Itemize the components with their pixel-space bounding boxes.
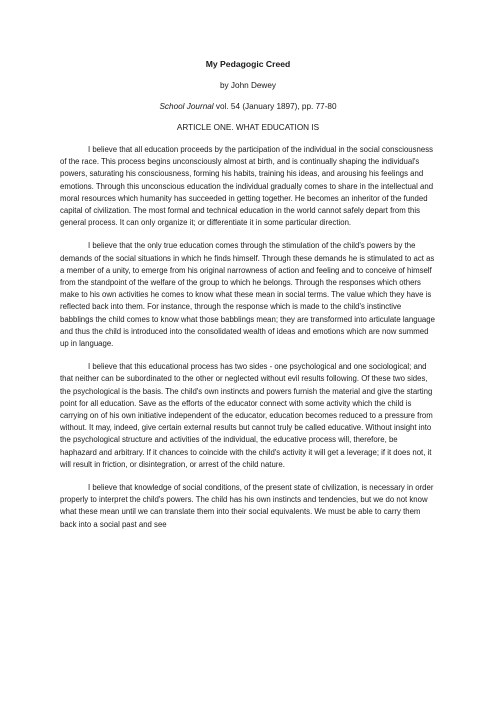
document-title: My Pedagogic Creed (205, 59, 291, 69)
article-heading: ARTICLE ONE. WHAT EDUCATION IS (176, 123, 320, 132)
journal-name: School Journal (159, 102, 214, 111)
paragraph-2: I believe that the only true education comes through the stimulation of the child's powers by the demands of the social situations in which he finds himself. Through these demands he is stimulated to act as a member of a unity, to emerge from his original narrowness of action and feeling and to conceive of himself from the standpoint of the welfare of the group to which he belongs. Through the responses which others make to his own activities he comes to know what these mean in social terms. The value which they have is reflected back into them. For instance, through the response which is made to the child's instinctive babblings the child comes to know what those babblings mean; they are transformed into articulate language and thus the child is introduced into the consolidated wealth of ideas and emotions which are now summed up in language. (60, 241, 435, 349)
paragraph-1: I believe that all education proceeds by the participation of the individual in the social consciousness of the race. This process begins unconsciously almost at birth, and is continually shaping the individual's powers, saturating his consciousness, forming his habits, training his ideas, and arousing his feelings and emotions. Through this unconscious education the individual gradually comes to share in the intellectual and moral resources which humanity has succeeded in getting together. He becomes an inheritor of the funded capital of civilization. The most formal and technical education in the world cannot safely depart from this general process. It can only organize it; or differentiate it in some particular direction. (60, 145, 434, 228)
citation-line (60, 101, 436, 113)
paragraph-4: I believe that knowledge of social conditions, of the present state of civilization, is necessary in order properly to interpret the child's powers. The child has his own instincts and tendencies, but we do not know what these mean until we can translate them into their social equivalents. We must be able to carry them back into a social past and see (60, 483, 434, 529)
citation-details: vol. 54 (January 1897), pp. 77-80 (213, 102, 337, 111)
author-line: by John Dewey (220, 81, 276, 90)
paragraph-3: I believe that this educational process has two sides - one psychological and one sociological; and that neither can be subordinated to the other or neglected without evil results following. Of these two sides, the psychological is the basis. The child's own instincts and powers furnish the material and give the starting point for all education. Save as the efforts of the educator connect with some activity which the child is carrying on of his own initiative independent of the educator, education becomes reduced to a pressure from without. It may, indeed, give certain external results but cannot truly be called educative. Without insight into the psychological structure and activities of the individual, the educative process will, therefore, be haphazard and arbitrary. If it chances to coincide with the child's activity it will get a leverage; if it does not, it will result in friction, or disintegration, or arrest of the child nature. (60, 362, 433, 469)
